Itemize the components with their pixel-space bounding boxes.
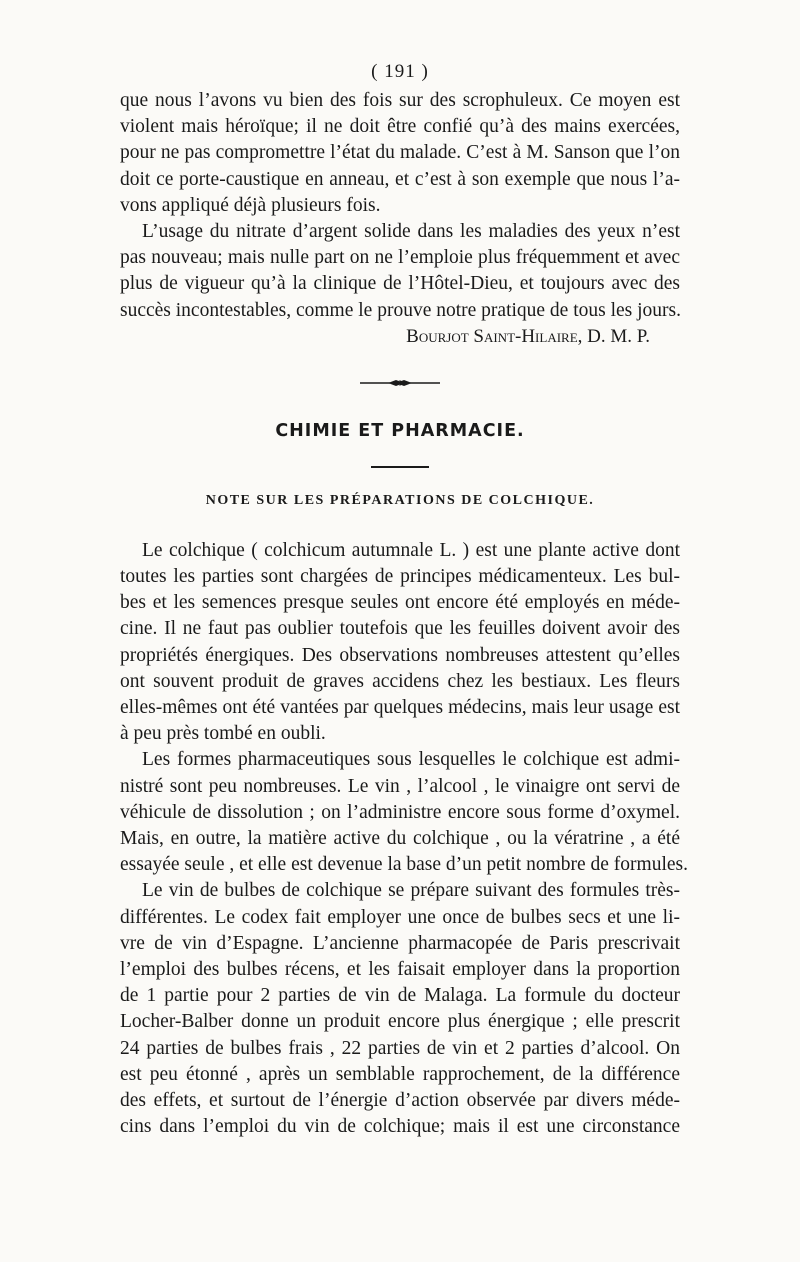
text-line: que nous l’avons vu bien des fois sur des scrophuleux. Ce moyen est <box>120 90 680 111</box>
text-line: doit ce porte-caustique en anneau, et c’est à son exemple que nous l’a- <box>120 168 680 190</box>
text-line: véhicule de dissolution ; on l’administre encore sous forme d’oxymel. <box>120 801 680 823</box>
text-line: vons appliqué déjà plusieurs fois. <box>120 194 381 216</box>
note-heading: NOTE SUR LES PRÉPARATIONS DE COLCHIQUE. <box>205 492 595 508</box>
text-line: L’usage du nitrate d’argent solide dans les maladies des yeux n’est <box>142 221 680 243</box>
text-line: plus de vigueur qu’à la clinique de l’Hôtel-Dieu, et toujours avec des <box>120 273 680 295</box>
text-line: toutes les parties sont chargées de principes médicamenteux. Les bul- <box>120 566 680 588</box>
body-paragraph-3 <box>120 878 680 1140</box>
text-line: 24 parties de bulbes frais , 22 parties de vin et 2 parties d’alcool. On <box>120 1037 680 1059</box>
text-line: vre de vin d’Espagne. L’ancienne pharmacopée de Paris prescrivait <box>120 932 680 954</box>
heading-rule <box>371 466 429 468</box>
text-line: différentes. Le codex fait employer une once de bulbes secs et une li- <box>120 906 680 928</box>
text-line: Les formes pharmaceutiques sous lesquelles le colchique est admi- <box>142 749 680 771</box>
body-paragraph-1 <box>120 538 680 748</box>
text-line: violent mais héroïque; il ne doit être confié qu’à des mains exercées, <box>120 116 680 138</box>
text-line: ont souvent produit de graves accidens chez les bestiaux. Les fleurs <box>120 670 680 692</box>
book-page <box>120 60 688 1141</box>
text-line: propriétés énergiques. Des observations nombreuses attestent qu’elles <box>120 644 680 666</box>
second-paragraph <box>120 219 680 324</box>
ornament-rule-icon <box>360 378 440 388</box>
ornament-divider <box>120 376 680 390</box>
text-line: des effets, et surtout de l’énergie d’action observée par divers méde- <box>120 1090 680 1112</box>
text-line: pas nouveau; mais nulle part on ne l’emploie plus fréquemment et avec <box>120 247 680 269</box>
text-line: Le colchique ( colchicum autumnale L. ) est une plante active dont <box>142 539 680 561</box>
page-number: ( 191 ) <box>371 61 429 82</box>
text-line: essayée seule , et elle est devenue la base d’un petit nombre de formules. <box>120 854 688 876</box>
text-line: cine. Il ne faut pas oublier toutefois que les feuilles doivent avoir des <box>120 618 680 640</box>
text-line: Le vin de bulbes de colchique se prépare suivant des formules très- <box>142 880 680 902</box>
text-line: Mais, en outre, la matière active du colchique , ou la vératrine , a été <box>120 828 680 850</box>
article-body <box>120 538 688 1141</box>
text-line: à peu près tombé en oubli. <box>120 723 326 745</box>
text-line: succès incontestables, comme le prouve notre pratique de tous les jours. <box>120 299 682 321</box>
body-paragraph-2 <box>120 747 688 878</box>
intro-paragraph <box>120 88 680 219</box>
text-line: bes et les semences presque seules ont encore été employés en méde- <box>120 592 680 614</box>
section-heading: CHIMIE ET PHARMACIE. <box>275 420 525 441</box>
text-line: est peu étonné , après un semblable rapprochement, de la différence <box>120 1063 680 1085</box>
text-line: pour ne pas compromettre l’état du malade. C’est à M. Sanson que l’on <box>120 142 680 164</box>
text-line: l’emploi des bulbes récens, et les faisait employer dans la proportion <box>120 959 680 981</box>
text-line: elles-mêmes ont été vantées par quelques médecins, mais leur usage est <box>120 697 680 719</box>
text-line: Locher-Balber donne un produit encore plus énergique ; elle prescrit <box>120 1011 680 1033</box>
text-line: nistré sont peu nombreuses. Le vin , l’alcool , le vinaigre ont servi de <box>120 775 680 797</box>
text-line: de 1 partie pour 2 parties de vin de Malaga. La formule du docteur <box>120 985 680 1007</box>
text-line: cins dans l’emploi du vin de colchique; mais il est une circonstance <box>120 1116 680 1138</box>
author-signature: Bourjot Saint-Hilaire, D. M. P. <box>406 325 650 347</box>
